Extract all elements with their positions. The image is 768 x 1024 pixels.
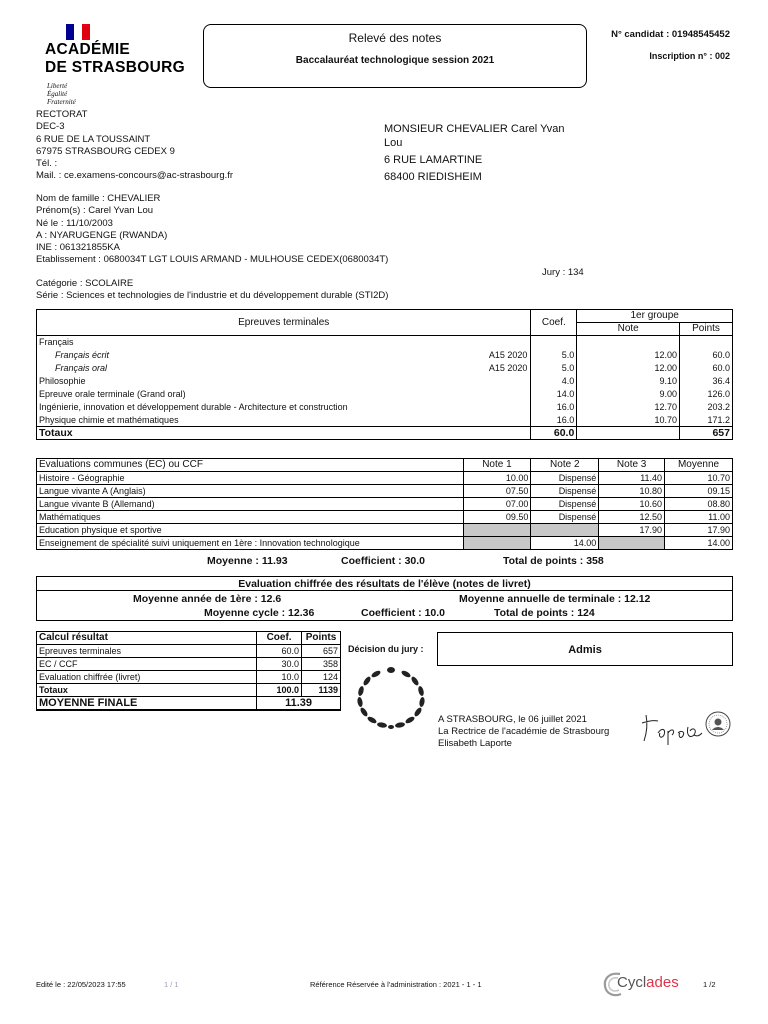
- ec-n3: 11.40: [599, 472, 665, 485]
- calcul-points: 657: [302, 645, 341, 658]
- ec-n1: [463, 537, 531, 550]
- ec-average: 11.00: [665, 511, 733, 524]
- footer-page-faint: 1 / 1: [164, 980, 179, 989]
- terminal-subject-cell: [37, 375, 531, 388]
- ec-table: [36, 458, 733, 550]
- calcul-header-points: Points: [302, 632, 341, 645]
- terminal-coef: 5.0: [531, 349, 577, 362]
- decision-box: [437, 632, 733, 666]
- ec-average: 14.00: [665, 537, 733, 550]
- flag-blue: [66, 24, 74, 40]
- ec-average: 09.15: [665, 485, 733, 498]
- ec-n2: 14.00: [531, 537, 599, 550]
- ec-subject: Langue vivante B (Allemand): [37, 498, 464, 511]
- ec-row: [37, 524, 733, 537]
- calcul-coef: 10.0: [257, 671, 302, 684]
- ec-row: [37, 511, 733, 524]
- ec-average: 08.80: [665, 498, 733, 511]
- student-info: Nom de famille : CHEVALIER Prénom(s) : Carel Yvan Lou Né le : 11/10/2003 A : NYARUGENGE (RWANDA) INE : 061321855KA Etablissement : 0680034T LGT LOUIS ARMAND - MULHOUSE CEDEX(0680034T): [36, 193, 389, 266]
- terminal-coef: 16.0: [531, 414, 577, 427]
- terminal-points: 60.0: [680, 349, 733, 362]
- ec-n3: 10.80: [599, 485, 665, 498]
- calcul-row: [37, 645, 341, 658]
- terminal-points: 126.0: [680, 388, 733, 401]
- ec-header-subject: Evaluations communes (EC) ou CCF: [37, 459, 464, 472]
- decision-result: Admis: [568, 644, 602, 656]
- calcul-coef: 30.0: [257, 658, 302, 671]
- terminal-points: 203.2: [680, 401, 733, 414]
- ec-coefficient: Coefficient : 30.0: [341, 555, 426, 567]
- decision-label: Décision du jury :: [348, 644, 424, 654]
- livret-moy-1ere: Moyenne année de 1ère : 12.6: [133, 593, 282, 605]
- terminal-subject: Français écrit: [55, 350, 110, 360]
- ec-n2: Dispensé: [531, 511, 599, 524]
- livret-coef: Coefficient : 10.0: [361, 607, 446, 619]
- ec-subject: Education physique et sportive: [37, 524, 464, 537]
- terminal-coef: [531, 336, 577, 349]
- terminal-total-points: 657: [680, 427, 733, 440]
- terminal-header-subject: Epreuves terminales: [37, 310, 531, 336]
- ec-average: 17.90: [665, 524, 733, 537]
- ec-n1: 09.50: [463, 511, 531, 524]
- footer-reference: Référence Réservée à l'administration : 2021 - 1 - 1: [310, 980, 482, 989]
- terminal-subject-cell: [37, 362, 531, 375]
- terminal-subject-cell: [37, 388, 531, 401]
- terminal-coef: 4.0: [531, 375, 577, 388]
- terminal-row: [37, 375, 733, 388]
- calcul-row: [37, 658, 341, 671]
- calcul-total-label: Totaux: [37, 684, 257, 697]
- recipient-address: MONSIEUR CHEVALIER Carel Yvan Lou 6 RUE LAMARTINE 68400 RIEDISHEIM: [384, 123, 565, 183]
- calcul-coef: 60.0: [257, 645, 302, 658]
- terminal-subject-cell: [37, 349, 531, 362]
- terminal-session: A15 2020: [488, 363, 528, 373]
- terminal-coef: 16.0: [531, 401, 577, 414]
- footer-page: 1 /2: [703, 980, 716, 989]
- ec-n2: [531, 524, 599, 537]
- final-average-value: 11.39: [257, 697, 341, 711]
- flag-white: [74, 24, 82, 40]
- ec-n3: 12.50: [599, 511, 665, 524]
- terminal-subject: Français oral: [55, 363, 108, 373]
- terminal-exams-table: [36, 309, 733, 440]
- ec-n3: 10.60: [599, 498, 665, 511]
- ec-subject: Mathématiques: [37, 511, 464, 524]
- terminal-subject: Epreuve orale terminale (Grand oral): [39, 389, 186, 399]
- document-subtitle: Baccalauréat technologique session 2021: [295, 55, 495, 66]
- terminal-subject: Ingénierie, innovation et développement durable - Architecture et construction: [39, 402, 348, 412]
- terminal-note: 12.00: [577, 362, 680, 375]
- terminal-row: [37, 336, 733, 349]
- final-average-label: MOYENNE FINALE: [37, 697, 257, 711]
- terminal-row: [37, 414, 733, 427]
- terminal-subject: Physique chimie et mathématiques: [39, 414, 179, 425]
- terminal-header-coef: Coef.: [531, 310, 577, 336]
- terminal-note: [577, 336, 680, 349]
- terminal-subject: Philosophie: [39, 376, 86, 386]
- calcul-points: 124: [302, 671, 341, 684]
- ec-n2: Dispensé: [531, 472, 599, 485]
- official-stamp: [705, 711, 731, 737]
- terminal-points: 60.0: [680, 362, 733, 375]
- ec-total-points: Total de points : 358: [503, 555, 604, 567]
- terminal-points: 171.2: [680, 414, 733, 427]
- calcul-header-coef: Coef.: [257, 632, 302, 645]
- livret-title: Evaluation chiffrée des résultats de l'élève (notes de livret): [238, 578, 531, 590]
- livret-moy-term: Moyenne annuelle de terminale : 12.12: [459, 593, 651, 605]
- terminal-note: 9.10: [577, 375, 680, 388]
- ec-n2: Dispensé: [531, 498, 599, 511]
- ec-header-note3: Note 3: [599, 459, 665, 472]
- terminal-session: A15 2020: [488, 350, 528, 360]
- calcul-total-points: 1139: [302, 684, 341, 697]
- terminal-header-points: Points: [680, 323, 733, 336]
- ec-average: 10.70: [665, 472, 733, 485]
- terminal-total-coef: 60.0: [531, 427, 577, 440]
- document-title: Relevé des notes: [348, 31, 442, 45]
- ec-subject: Enseignement de spécialité suivi uniquement en 1ère : Innovation technologique: [37, 537, 464, 550]
- french-flag-logo: [66, 24, 90, 40]
- terminal-header-note: Note: [577, 323, 680, 336]
- flag-red: [82, 24, 90, 40]
- ec-row: [37, 472, 733, 485]
- footer-edited: Edité le : 22/05/2023 17:55: [36, 980, 126, 989]
- ec-n1: 10.00: [463, 472, 531, 485]
- ec-header-note2: Note 2: [531, 459, 599, 472]
- ec-n2: Dispensé: [531, 485, 599, 498]
- terminal-note: 12.00: [577, 349, 680, 362]
- terminal-points: 36.4: [680, 375, 733, 388]
- terminal-note: 12.70: [577, 401, 680, 414]
- livret-divider: [36, 590, 733, 591]
- terminal-row: [37, 388, 733, 401]
- ec-n1: 07.50: [463, 485, 531, 498]
- terminal-subject-cell: [37, 336, 531, 349]
- student-category: Catégorie : SCOLAIRE Série : Sciences et technologies de l'industrie et du développement durable (STI2D): [36, 278, 389, 302]
- terminal-note: 9.00: [577, 388, 680, 401]
- candidate-number: N° candidat : 01948545452: [611, 29, 730, 40]
- calcul-row: [37, 671, 341, 684]
- ec-header-avg: Moyenne: [665, 459, 733, 472]
- republic-motto: Liberté Égalité Fraternité: [47, 82, 76, 106]
- terminal-points: [680, 336, 733, 349]
- signature-block: A STRASBOURG, le 06 juillet 2021 La Rectrice de l'académie de Strasbourg Elisabeth Laporte: [438, 714, 610, 749]
- terminal-coef: 14.0: [531, 388, 577, 401]
- ec-header-note1: Note 1: [463, 459, 531, 472]
- terminal-subject: Français: [39, 337, 74, 348]
- handwritten-signature: [640, 711, 704, 747]
- terminal-subject-cell: [37, 401, 531, 414]
- terminal-note: 10.70: [577, 414, 680, 427]
- terminal-row: [37, 362, 733, 375]
- livret-points: Total de points : 124: [494, 607, 595, 619]
- calcul-resultat-table: [36, 631, 341, 711]
- calcul-total-coef: 100.0: [257, 684, 302, 697]
- ec-row: [37, 537, 733, 550]
- ec-subject: Langue vivante A (Anglais): [37, 485, 464, 498]
- terminal-total-label: Totaux: [37, 427, 531, 440]
- ec-n3: [599, 537, 665, 550]
- calcul-label: EC / CCF: [37, 658, 257, 671]
- ec-row: [37, 485, 733, 498]
- ec-subject: Histoire - Géographie: [37, 472, 464, 485]
- laurel-wreath-seal: [352, 664, 430, 732]
- terminal-coef: 5.0: [531, 362, 577, 375]
- academie-logo-title: ACADÉMIE DE STRASBOURG: [45, 41, 185, 76]
- inscription-number: Inscription n° : 002: [649, 51, 730, 61]
- ec-n1: [463, 524, 531, 537]
- ec-n1: 07.00: [463, 498, 531, 511]
- terminal-row: [37, 401, 733, 414]
- ec-row: [37, 498, 733, 511]
- sender-address: RECTORAT DEC-3 6 RUE DE LA TOUSSAINT 67975 STRASBOURG CEDEX 9 Tél. : Mail. : ce.examens-concours@ac-strasbourg.fr: [36, 109, 234, 182]
- jury-number: Jury : 134: [542, 267, 584, 278]
- ec-moyenne: Moyenne : 11.93: [207, 555, 288, 567]
- ec-n3: 17.90: [599, 524, 665, 537]
- terminal-header-group: 1er groupe: [577, 310, 733, 323]
- header-box: [203, 24, 587, 88]
- calcul-label: Epreuves terminales: [37, 645, 257, 658]
- terminal-subject-cell: [37, 414, 531, 427]
- terminal-row: [37, 349, 733, 362]
- calcul-label: Evaluation chiffrée (livret): [37, 671, 257, 684]
- calcul-header-label: Calcul résultat: [37, 632, 257, 645]
- livret-moy-cycle: Moyenne cycle : 12.36: [204, 607, 315, 619]
- calcul-points: 358: [302, 658, 341, 671]
- cyclades-logo-text: Cyclades: [617, 974, 679, 991]
